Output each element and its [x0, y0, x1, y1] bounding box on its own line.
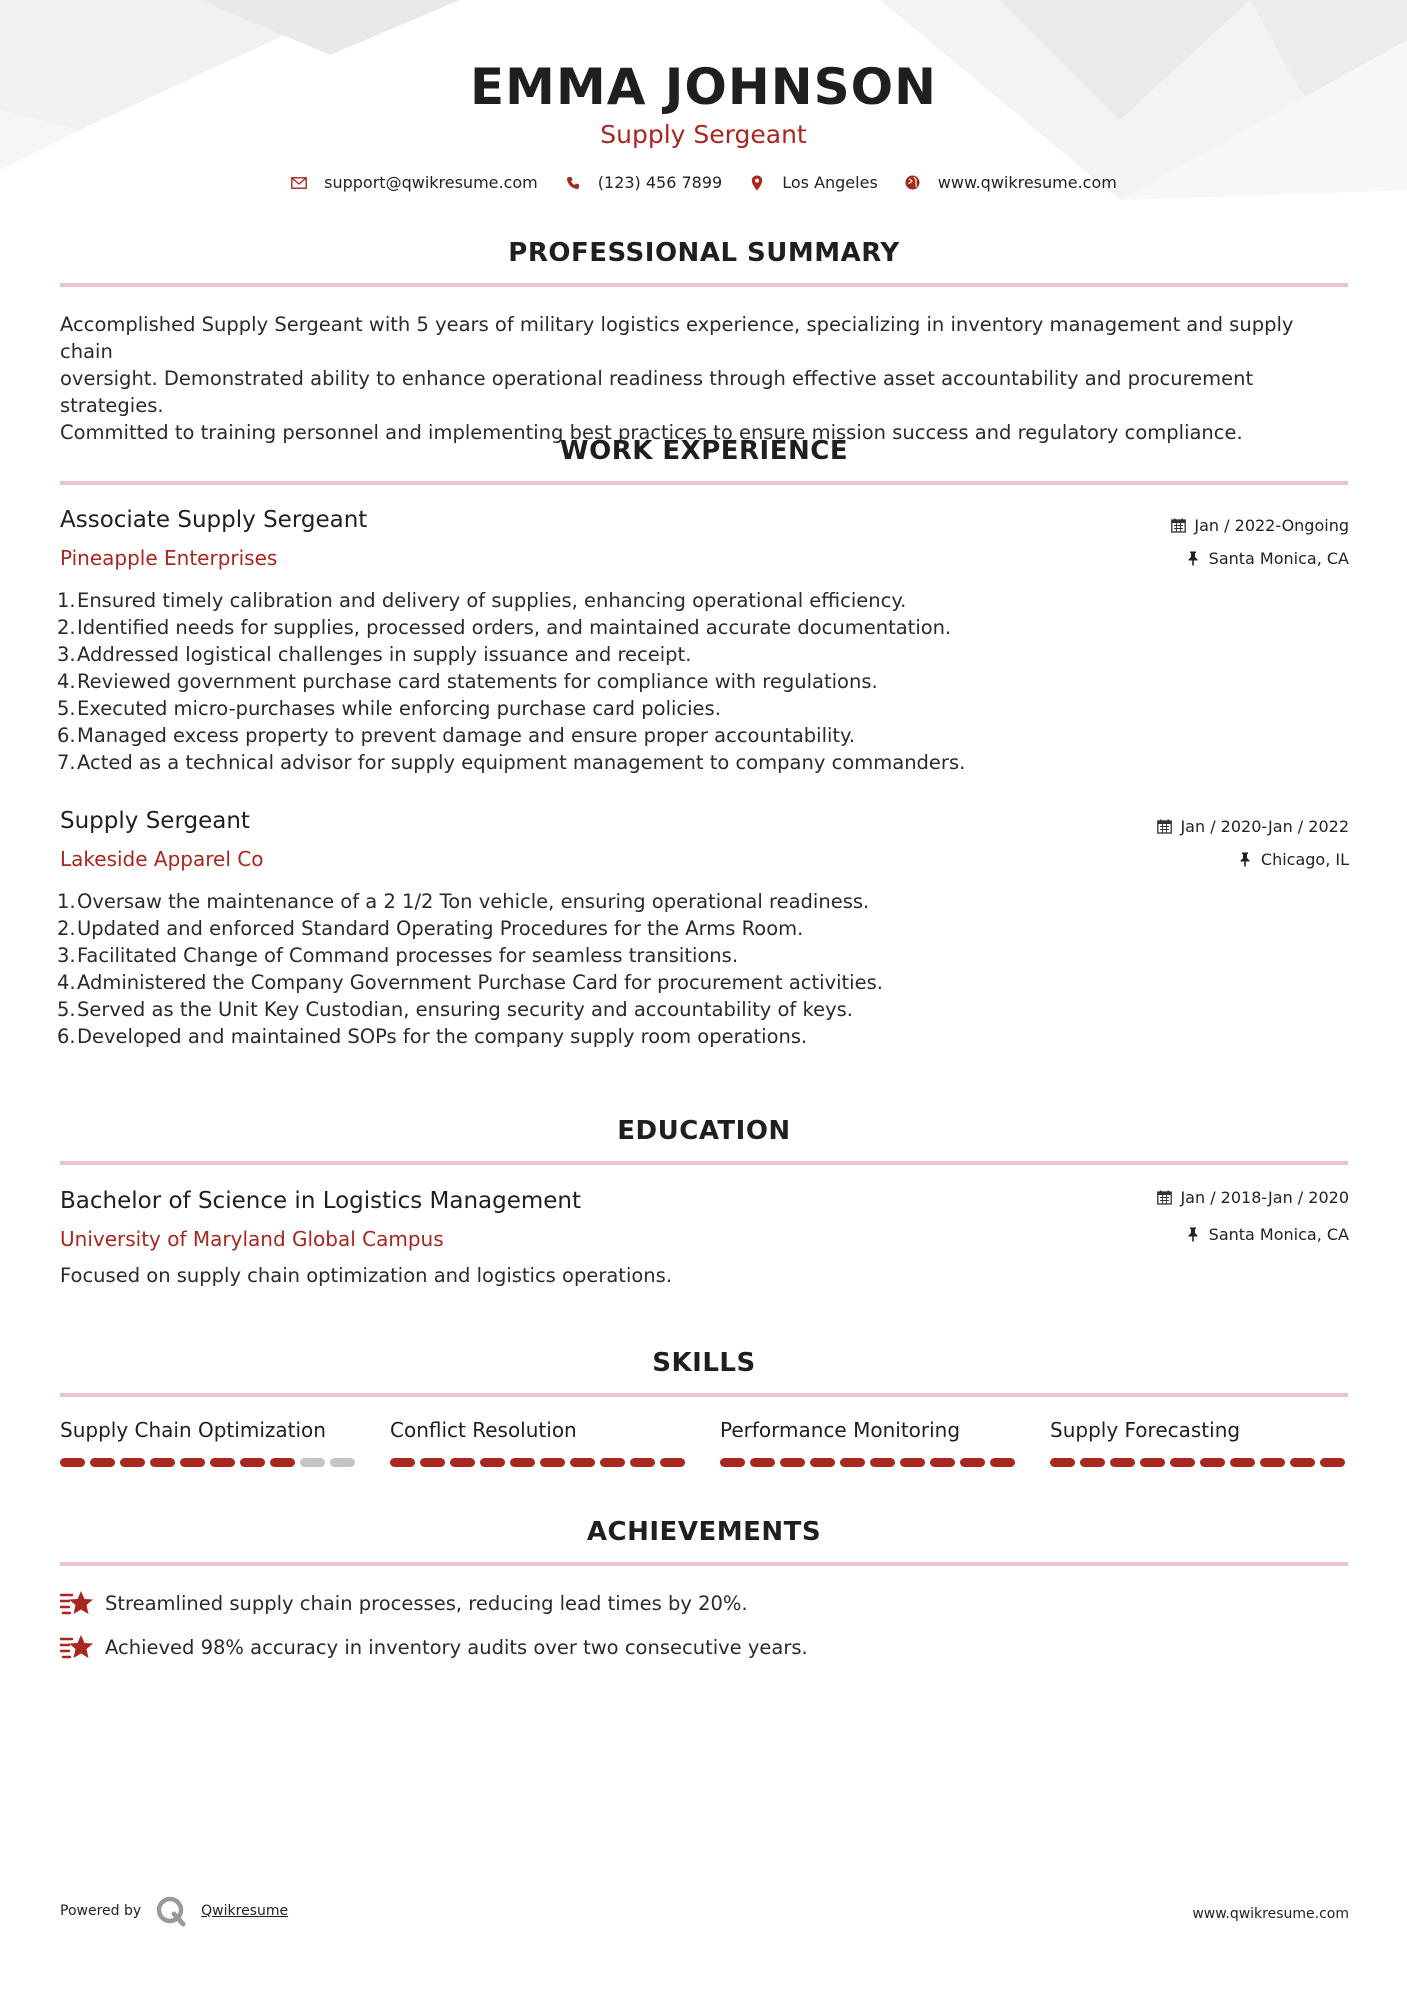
qwikresume-logo-icon [155, 1895, 187, 1927]
job-bullets [57, 888, 1257, 1050]
contact-email-text: support@qwikresume.com [324, 173, 538, 192]
skill-item [720, 1418, 1020, 1467]
job-location [1237, 850, 1349, 869]
skill-segment-filled [450, 1458, 475, 1467]
skill-segment-filled [1110, 1458, 1135, 1467]
achievements-heading: ACHIEVEMENTS [586, 1517, 822, 1547]
skill-segment-filled [630, 1458, 655, 1467]
skill-item [390, 1418, 690, 1467]
skill-segment-filled [390, 1458, 415, 1467]
skill-segment-filled [930, 1458, 955, 1467]
envelope-icon [290, 174, 308, 192]
skill-segment-filled [120, 1458, 145, 1467]
skill-segment-filled [510, 1458, 535, 1467]
job-bullets [57, 587, 1257, 776]
skill-segment-filled [270, 1458, 295, 1467]
skill-level-bar [60, 1458, 360, 1467]
contact-location-text: Los Angeles [782, 173, 878, 192]
skill-segment-filled [540, 1458, 565, 1467]
pushpin-icon [1237, 852, 1253, 868]
skills-heading: SKILLS [652, 1348, 756, 1378]
skill-segment-filled [780, 1458, 805, 1467]
list-item: 3. Addressed logistical challenges in supply issuance and receipt. [57, 643, 692, 666]
skill-segment-empty [330, 1458, 355, 1467]
job-date-text: Jan / 2020-Jan / 2022 [1180, 817, 1349, 836]
achievement-text: Streamlined supply chain processes, reducing lead times by 20%. [105, 1591, 748, 1615]
education-heading: EDUCATION [617, 1116, 791, 1146]
education-divider [60, 1161, 1348, 1165]
list-item: 5. Executed micro-purchases while enforcing purchase card policies. [57, 697, 721, 720]
skill-item [1050, 1418, 1350, 1467]
summary-line: oversight. Demonstrated ability to enhance operational readiness through effective asset accountability and procurement strategies. [60, 367, 1254, 417]
achievement-text: Achieved 98% accuracy in inventory audits over two consecutive years. [105, 1635, 808, 1659]
skill-segment-filled [900, 1458, 925, 1467]
skill-segment-filled [1260, 1458, 1285, 1467]
job-location-text: Santa Monica, CA [1208, 549, 1349, 568]
contact-phone[interactable] [564, 173, 722, 192]
skill-segment-filled [1200, 1458, 1225, 1467]
skills-list [60, 1418, 1350, 1467]
achievement-item [60, 1589, 748, 1617]
calendar-icon [1156, 819, 1172, 835]
skill-segment-filled [990, 1458, 1015, 1467]
skill-segment-filled [1170, 1458, 1195, 1467]
achievements-divider [60, 1562, 1348, 1566]
skills-divider [60, 1393, 1348, 1397]
degree-title: Bachelor of Science in Logistics Management [60, 1188, 582, 1214]
skill-segment-filled [420, 1458, 445, 1467]
experience-divider [60, 481, 1348, 485]
skill-item [60, 1418, 360, 1467]
skill-name: Supply Chain Optimization [60, 1418, 326, 1442]
skill-segment-filled [1140, 1458, 1165, 1467]
list-item: 1. Oversaw the maintenance of a 2 1/2 Ton vehicle, ensuring operational readiness. [57, 890, 870, 913]
contact-email[interactable] [290, 173, 538, 192]
powered-by-label: Powered by [60, 1903, 142, 1919]
skill-segment-filled [600, 1458, 625, 1467]
list-item: 7. Acted as a technical advisor for supply equipment management to company commanders. [57, 751, 966, 774]
phone-icon [564, 174, 582, 192]
skill-segment-filled [1320, 1458, 1345, 1467]
skill-segment-filled [570, 1458, 595, 1467]
summary-text [60, 311, 1350, 446]
skill-segment-filled [720, 1458, 745, 1467]
job-date-text: Jan / 2022-Ongoing [1194, 516, 1349, 535]
list-item: 2. Updated and enforced Standard Operating Procedures for the Arms Room. [57, 917, 804, 940]
job-location-text: Chicago, IL [1260, 850, 1349, 869]
skill-segment-filled [1230, 1458, 1255, 1467]
list-item: 3. Facilitated Change of Command processes for seamless transitions. [57, 944, 739, 967]
globe-icon [904, 174, 922, 192]
skill-segment-filled [90, 1458, 115, 1467]
education-date-text: Jan / 2018-Jan / 2020 [1180, 1188, 1349, 1207]
skill-segment-filled [210, 1458, 235, 1467]
list-item: 6. Developed and maintained SOPs for the company supply room operations. [57, 1025, 808, 1048]
skill-segment-filled [840, 1458, 865, 1467]
contact-phone-text: (123) 456 7899 [597, 173, 723, 192]
job-location [1185, 549, 1349, 568]
job-date [1156, 817, 1349, 836]
contact-website[interactable] [904, 173, 1117, 192]
skill-segment-filled [660, 1458, 685, 1467]
skill-segment-filled [150, 1458, 175, 1467]
job-date [1170, 516, 1349, 535]
calendar-icon [1170, 518, 1186, 534]
skill-segment-filled [480, 1458, 505, 1467]
skill-segment-filled [240, 1458, 265, 1467]
star-icon [60, 1589, 94, 1617]
skill-segment-empty [300, 1458, 325, 1467]
skill-segment-filled [810, 1458, 835, 1467]
skill-name: Performance Monitoring [720, 1418, 961, 1442]
candidate-name: EMMA JOHNSON [470, 58, 937, 116]
list-item: 4. Administered the Company Government Purchase Card for procurement activities. [57, 971, 883, 994]
list-item: 6. Managed excess property to prevent damage and ensure proper accountability. [57, 724, 856, 747]
skill-segment-filled [1050, 1458, 1075, 1467]
star-icon [60, 1633, 94, 1661]
job-company: Pineapple Enterprises [60, 546, 278, 570]
summary-divider [60, 283, 1348, 287]
skill-level-bar [390, 1458, 690, 1467]
achievement-item [60, 1633, 808, 1661]
qwikresume-link[interactable]: Qwikresume [201, 1903, 289, 1919]
pushpin-icon [1185, 551, 1201, 567]
school-name: University of Maryland Global Campus [60, 1227, 444, 1251]
experience-heading: WORK EXPERIENCE [559, 436, 849, 466]
list-item: 2. Identified needs for supplies, processed orders, and maintained accurate documentation. [57, 616, 952, 639]
skill-name: Supply Forecasting [1050, 1418, 1241, 1442]
job-company: Lakeside Apparel Co [60, 847, 264, 871]
skill-segment-filled [1290, 1458, 1315, 1467]
summary-line: Accomplished Supply Sergeant with 5 years of military logistics experience, specializing in inventory management and supply chain [60, 313, 1294, 363]
skill-level-bar [1050, 1458, 1350, 1467]
summary-line: Committed to training personnel and implementing best practices to ensure mission success and regulatory compliance. [60, 421, 1243, 444]
list-item: 5. Served as the Unit Key Custodian, ensuring security and accountability of keys. [57, 998, 853, 1021]
skill-segment-filled [870, 1458, 895, 1467]
skill-segment-filled [60, 1458, 85, 1467]
job-title: Supply Sergeant [60, 808, 250, 834]
candidate-role: Supply Sergeant [600, 120, 807, 149]
education-location [1185, 1225, 1349, 1244]
education-description: Focused on supply chain optimization and logistics operations. [60, 1264, 673, 1287]
map-pin-icon [748, 174, 766, 192]
contact-bar [0, 173, 1407, 192]
skill-level-bar [720, 1458, 1020, 1467]
education-location-text: Santa Monica, CA [1208, 1225, 1349, 1244]
contact-location [748, 173, 878, 192]
skill-segment-filled [180, 1458, 205, 1467]
job-title: Associate Supply Sergeant [60, 507, 368, 533]
summary-heading: PROFESSIONAL SUMMARY [508, 238, 900, 268]
calendar-icon [1156, 1190, 1172, 1206]
skill-segment-filled [750, 1458, 775, 1467]
skill-name: Conflict Resolution [390, 1418, 577, 1442]
education-date [1156, 1188, 1349, 1207]
contact-website-text: www.qwikresume.com [937, 173, 1117, 192]
list-item: 1. Ensured timely calibration and delivery of supplies, enhancing operational efficiency. [57, 589, 907, 612]
list-item: 4. Reviewed government purchase card statements for compliance with regulations. [57, 670, 878, 693]
skill-segment-filled [1080, 1458, 1105, 1467]
footer-website-link[interactable]: www.qwikresume.com [1192, 1906, 1349, 1922]
skill-segment-filled [960, 1458, 985, 1467]
pushpin-icon [1185, 1227, 1201, 1243]
footer-powered-by [60, 1895, 288, 1927]
